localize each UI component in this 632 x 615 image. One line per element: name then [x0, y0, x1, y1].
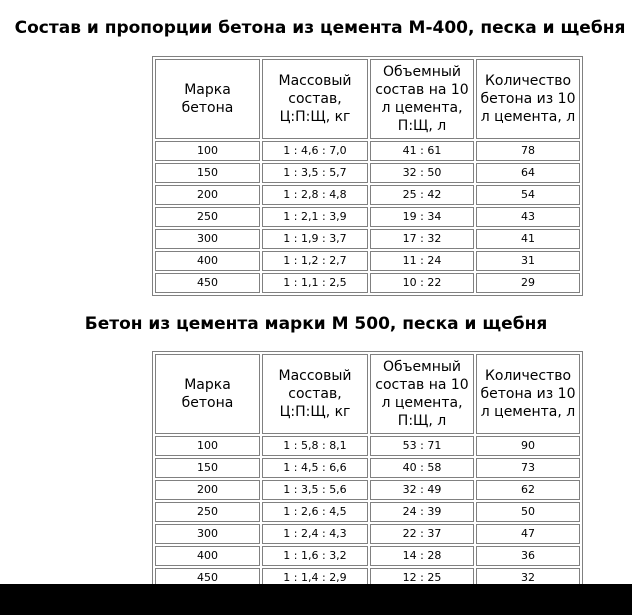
cell-concrete-quantity: 32 [476, 568, 580, 588]
cell-mass-composition: 1 : 2,4 : 4,3 [262, 524, 368, 544]
cell-volume-composition: 25 : 42 [370, 185, 474, 205]
cell-volume-composition: 17 : 32 [370, 229, 474, 249]
table-row [155, 524, 580, 544]
cell-mass-composition: 1 : 1,6 : 3,2 [262, 546, 368, 566]
header-volume-composition: Объемный состав на 10 л цемента, П:Щ, л [370, 59, 474, 139]
cell-volume-composition: 14 : 28 [370, 546, 474, 566]
cell-volume-composition: 24 : 39 [370, 502, 474, 522]
table-row [155, 185, 580, 205]
cell-concrete-quantity: 41 [476, 229, 580, 249]
table-row [155, 436, 580, 456]
cell-concrete-quantity: 47 [476, 524, 580, 544]
cell-mass-composition: 1 : 1,4 : 2,9 [262, 568, 368, 588]
header-grade: Марка бетона [155, 354, 260, 434]
cell-concrete-quantity: 29 [476, 273, 580, 293]
table-row [155, 141, 580, 161]
header-grade: Марка бетона [155, 59, 260, 139]
cell-mass-composition: 1 : 1,2 : 2,7 [262, 251, 368, 271]
cell-concrete-quantity: 64 [476, 163, 580, 183]
cell-grade: 100 [155, 141, 260, 161]
cell-concrete-quantity: 73 [476, 458, 580, 478]
cell-volume-composition: 32 : 50 [370, 163, 474, 183]
header-concrete-quantity: Количество бетона из 10 л цемента, л [476, 59, 580, 139]
cell-mass-composition: 1 : 3,5 : 5,6 [262, 480, 368, 500]
cell-concrete-quantity: 31 [476, 251, 580, 271]
section-title: Бетон из цемента марки М 500, песка и щебня [84, 314, 548, 334]
cell-mass-composition: 1 : 3,5 : 5,7 [262, 163, 368, 183]
table-row [155, 207, 580, 227]
table-header-row [155, 59, 580, 139]
table-row [155, 273, 580, 293]
cell-grade: 300 [155, 229, 260, 249]
cell-concrete-quantity: 54 [476, 185, 580, 205]
table-row [155, 502, 580, 522]
header-volume-composition: Объемный состав на 10 л цемента, П:Щ, л [370, 354, 474, 434]
cell-volume-composition: 12 : 25 [370, 568, 474, 588]
cell-concrete-quantity: 90 [476, 436, 580, 456]
cell-grade: 450 [155, 568, 260, 588]
cell-mass-composition: 1 : 2,1 : 3,9 [262, 207, 368, 227]
cell-mass-composition: 1 : 2,8 : 4,8 [262, 185, 368, 205]
cell-mass-composition: 1 : 4,6 : 7,0 [262, 141, 368, 161]
concrete-m400-table [152, 56, 583, 296]
table-row [155, 546, 580, 566]
cell-grade: 150 [155, 163, 260, 183]
cell-grade: 100 [155, 436, 260, 456]
header-mass-composition: Массовый состав, Ц:П:Щ, кг [262, 354, 368, 434]
cell-grade: 300 [155, 524, 260, 544]
cell-volume-composition: 53 : 71 [370, 436, 474, 456]
cell-grade: 250 [155, 502, 260, 522]
cell-grade: 200 [155, 185, 260, 205]
bottom-bar [0, 584, 632, 615]
page-title: Состав и пропорции бетона из цемента М-400, песка и щебня [14, 18, 626, 38]
table-body [155, 141, 580, 293]
cell-mass-composition: 1 : 2,6 : 4,5 [262, 502, 368, 522]
cell-volume-composition: 19 : 34 [370, 207, 474, 227]
cell-volume-composition: 22 : 37 [370, 524, 474, 544]
cell-concrete-quantity: 78 [476, 141, 580, 161]
table-row [155, 458, 580, 478]
cell-volume-composition: 11 : 24 [370, 251, 474, 271]
table-header-row [155, 354, 580, 434]
cell-mass-composition: 1 : 1,1 : 2,5 [262, 273, 368, 293]
table-body [155, 436, 580, 588]
cell-volume-composition: 32 : 49 [370, 480, 474, 500]
cell-concrete-quantity: 50 [476, 502, 580, 522]
cell-concrete-quantity: 43 [476, 207, 580, 227]
cell-grade: 400 [155, 546, 260, 566]
cell-grade: 450 [155, 273, 260, 293]
cell-volume-composition: 40 : 58 [370, 458, 474, 478]
table-row [155, 229, 580, 249]
cell-volume-composition: 41 : 61 [370, 141, 474, 161]
cell-mass-composition: 1 : 4,5 : 6,6 [262, 458, 368, 478]
header-concrete-quantity: Количество бетона из 10 л цемента, л [476, 354, 580, 434]
cell-mass-composition: 1 : 1,9 : 3,7 [262, 229, 368, 249]
header-mass-composition: Массовый состав, Ц:П:Щ, кг [262, 59, 368, 139]
cell-grade: 250 [155, 207, 260, 227]
cell-concrete-quantity: 62 [476, 480, 580, 500]
table-row [155, 163, 580, 183]
cell-grade: 200 [155, 480, 260, 500]
cell-volume-composition: 10 : 22 [370, 273, 474, 293]
cell-concrete-quantity: 36 [476, 546, 580, 566]
concrete-m500-table [152, 351, 583, 591]
table-row [155, 480, 580, 500]
table-row [155, 251, 580, 271]
cell-grade: 150 [155, 458, 260, 478]
cell-mass-composition: 1 : 5,8 : 8,1 [262, 436, 368, 456]
cell-grade: 400 [155, 251, 260, 271]
